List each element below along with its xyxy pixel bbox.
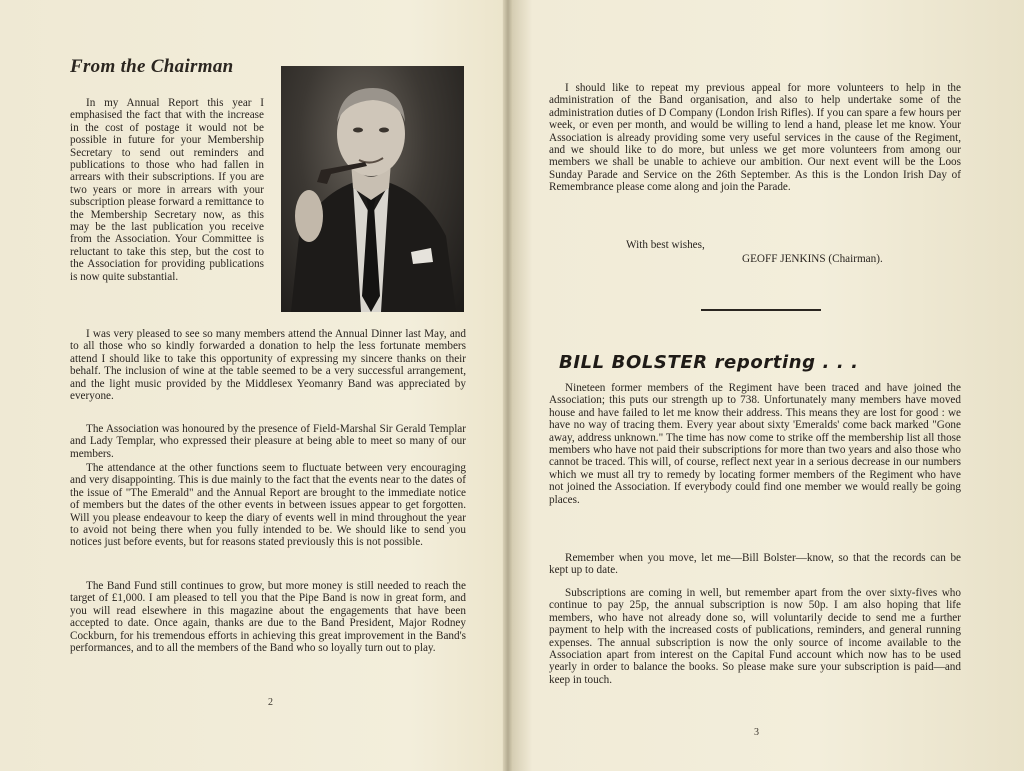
chairman-paragraph: The Band Fund still continues to grow, but more money is still needed to reach the target of £1,000. I am pleased to tell you that the Pipe Band is now in great form, and you will read elsewhere in this magazine about the engagements that have been accepted to date. Once again, thanks are due to the Band President, Major Rodney Cockburn, for his tremendous efforts in achieving this great improvement in the Band's performances, and to all the members of the Band who so loyally turn out to play. (70, 580, 466, 655)
chairman-paragraph-continued: I should like to repeat my previous appeal for more volunteers to help in the administration of the Band organisation, and also to help undertake some of the administration duties of D Company (London Irish Rifles). If you can spare a few hours per week, or even per month, and would be willing to lend a hand, please let me know. Your Association is already providing some very useful services in the cause of the Regiment, and we should like to do more, but unless we get more volunteers from among our members we shall be unable to achieve our ambition. Our next event will be the Loos Sunday Parade and Service on the 26th September. As this is the London Irish Day of Remembrance please come along and join the Parade. (549, 82, 961, 194)
chairman-paragraph: In my Annual Report this year I emphasised the fact that with the increase in the cost of postage it would not be possible in future for your Membership Secretary to send out reminders and publications to those who had fallen in arrears with their subscriptions. If you are two years or more in arrears with your subscription please forward a remittance to the Membership Secretary now, as this may be the last publication you receive from the Association. Your Committee is reluctant to take this step, but the cost to the Association for providing publications is now quite substantial. (70, 97, 264, 283)
chairman-paragraph: I was very pleased to see so many members attend the Annual Dinner last May, and to all those who so kindly forwarded a donation to help the less fortunate members attend I should like to take this opportunity of expressing my sincere thanks on their behalf. The inclusion of wine at the table seemed to be a very successful arrangement, and the light music provided by the Middlesex Yeomanry Band was appreciated by everyone. (70, 328, 466, 403)
page-number: 2 (268, 697, 273, 708)
page-number: 3 (754, 727, 759, 738)
chairman-paragraph: The attendance at the other functions seem to fluctuate between very encouraging and very disappointing. This is due mainly to the fact that the events near to the dates of the issue of "The Emerald" and the Annual Report are brought to the immediate notice of members but the dates of the other events in between issues appear to get forgotten. Will you please endeavour to keep the diary of events well in mind throughout the year to avoid not being there when you fully intended to be. We should like to send you notices just before events, but for reasons stated previously this is not possible. (70, 462, 466, 549)
bill-bolster-heading: BILL BOLSTER reporting . . . (559, 352, 859, 373)
chairman-photo (281, 66, 464, 312)
section-divider (701, 309, 821, 311)
left-page (0, 0, 505, 771)
closing-line: With best wishes, (626, 239, 705, 251)
chairman-heading: From the Chairman (70, 56, 234, 77)
bill-paragraph: Nineteen former members of the Regiment have been traced and have joined the Association; this puts our strength up to 738. Unfortunately many members have moved house and have failed to let me know their address. This means they are lost for good : we have no way of tracing them. Every year about sixty 'Emeralds' come back marked "Gone away, address unknown." The time has now come to strike off the membership list all those members who have not paid their subscriptions for more than two years and also those who cannot be traced. This will, of course, reflect next year in a serious decrease in our numbers which we must all try to remedy by locating former members of the Regiment who have not joined the Association. If everybody could find one member we would really be going places. (549, 382, 961, 506)
portrait-image (281, 66, 464, 312)
bill-paragraph: Remember when you move, let me—Bill Bolster—know, so that the records can be kept up to date. (549, 552, 961, 577)
chairman-paragraph: The Association was honoured by the presence of Field-Marshal Sir Gerald Templar and Lady Templar, who expressed their pleasure at being able to meet so many of our members. (70, 423, 466, 460)
chairman-signature: GEOFF JENKINS (Chairman). (742, 253, 883, 265)
bill-paragraph: Subscriptions are coming in well, but remember apart from the over sixty-fives who continue to pay 25p, the annual subscription is now 50p. I am also hoping that life members, who have not already done so, will voluntarily decide to send me a further payment to help with the increased costs of publications, reminders, and general running expenses. The annual subscription is now the only source of income available to the Association apart from interest on the Capital Fund account which now has to be used yearly in order to balance the books. So please make sure your subscription is paid—and keep in touch. (549, 587, 961, 686)
right-page (510, 0, 1024, 771)
